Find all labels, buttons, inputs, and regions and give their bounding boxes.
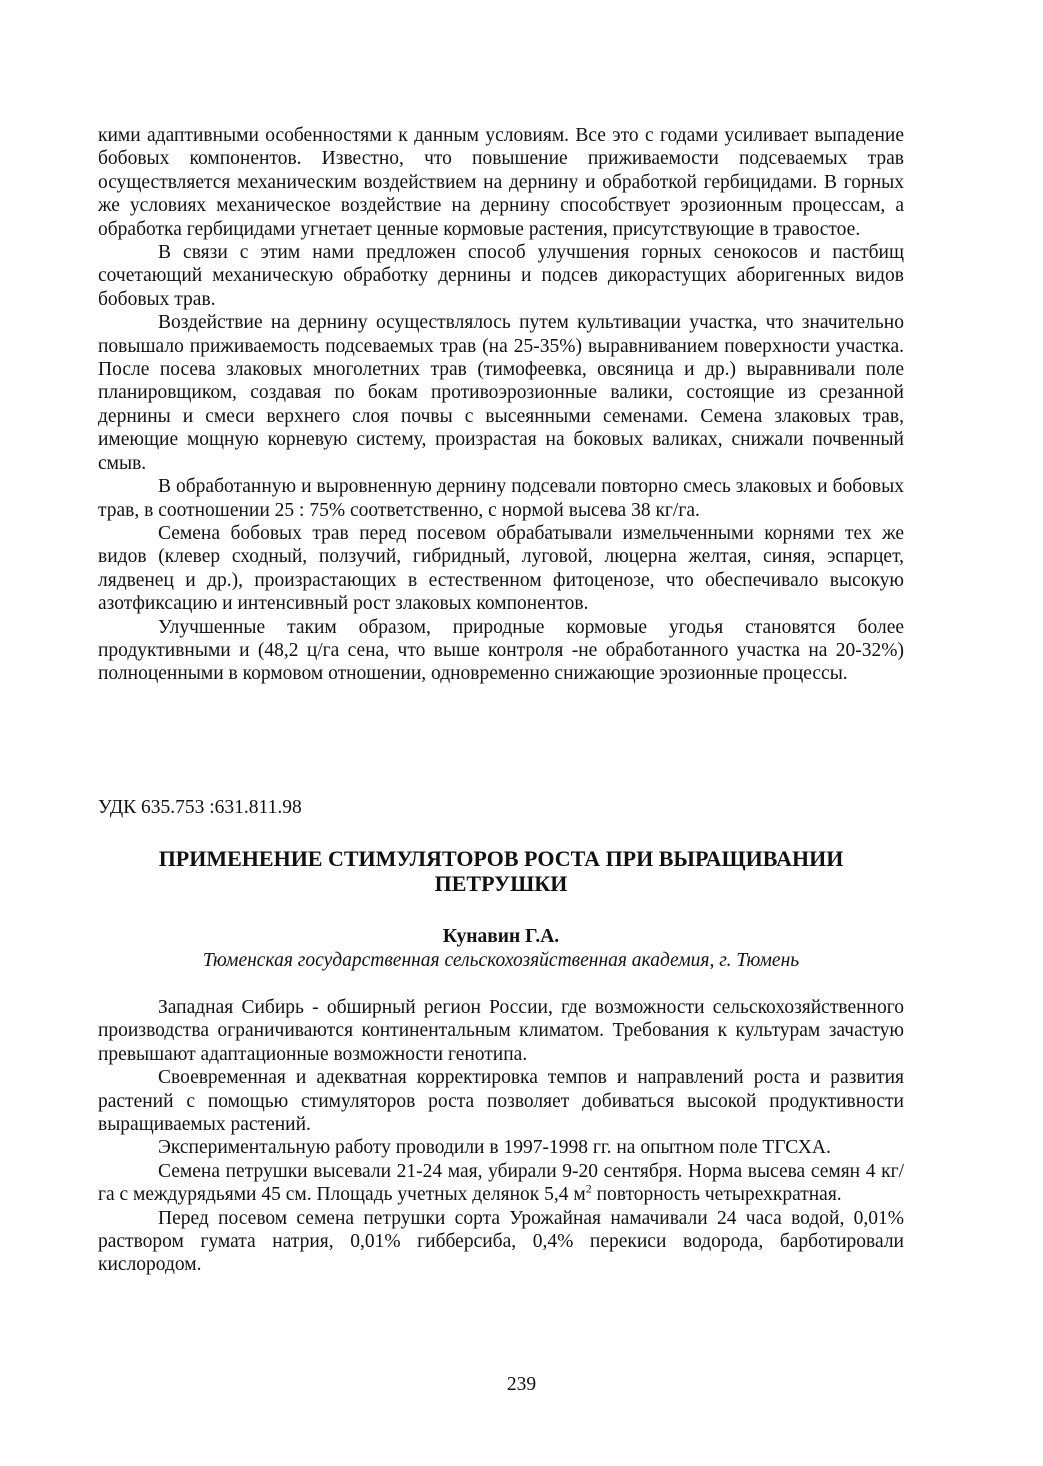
article-title-line: ПЕТРУШКИ — [434, 871, 568, 896]
paragraph: Экспериментальную работу проводили в 1997-1998 гг. на опытном поле ТГСХА. — [158, 1137, 831, 1159]
author-name: Кунавин Г.А. — [442, 926, 560, 947]
paragraph: Западная Сибирь - обширный регион России, где возможности сельскохозяйственного производства ограничиваются континентальным климатом. Требования к культурам зачастую превышают адаптационные возможности генотипа. — [98, 997, 904, 1065]
article-title-line: ПРИМЕНЕНИЕ СТИМУЛЯТОРОВ РОСТА ПРИ ВЫРАЩИВАНИИ — [158, 846, 844, 871]
udk-code: УДК 635.753 :631.811.98 — [98, 797, 302, 818]
paragraph — [98, 1160, 904, 1207]
paragraph-text: повторность четырехкратная. — [591, 1184, 842, 1206]
paragraph: В связи с этим нами предложен способ улучшения горных сенокосов и пастбищ сочетающий механическую обработку дернины и подсев дикорастущих аборигенных видов бобовых трав. — [98, 242, 904, 310]
article-title — [98, 846, 904, 896]
paragraph: В обработанную и выровненную дернину подсевали повторно смесь злаковых и бобовых трав, в соотношении 25 : 75% соответственно, с нормой высева 38 кг/га. — [98, 476, 904, 521]
paragraph: Своевременная и адекватная корректировка темпов и направлений роста и развития растений с помощью стимуляторов роста позволяет добиваться высокой продуктивности выращиваемых растений. — [98, 1067, 904, 1136]
section1-text — [98, 124, 904, 686]
paragraph: Улучшенные таким образом, природные кормовые угодья становятся более продуктивными и (48,2 ц/га сена, что выше контроля -не обработанного участка на 20-32%) полноценными в кормовом отношении, одновременно снижающие эрозионные процессы. — [98, 616, 904, 685]
paragraph: Перед посевом семена петрушки сорта Урожайная намачивали 24 часа водой, 0,01% раствором гумата натрия, 0,01% гибберсиба, 0,4% перекиси водорода, барботировали кислородом. — [98, 1207, 904, 1276]
paragraph-text: Семена петрушки высевали 21-24 мая, убирали 9-20 сентября. Норма высева семян 4 кг/га с междурядьями 45 см. Площадь учетных делянок 5,4 м — [98, 1160, 904, 1206]
paragraph-continuation: кими адаптивными особенностями к данным условиям. Все это с годами усиливает выпадение бобовых компонентов. Известно, что повышение приживаемости подсеваемых трав осуществляется механическим воздействием на дернину и обработкой гербицидами. В горных же условиях механическое воздействие на дернину способствует эрозионным процессам, а обработка гербицидами угнетает ценные кормовые растения, присутствующие в травостое. — [98, 125, 904, 240]
article-text — [98, 996, 904, 1277]
superscript: 2 — [585, 1181, 592, 1196]
author-affiliation: Тюменская государственная сельскохозяйственная академия, г. Тюмень — [202, 950, 800, 971]
paragraph: Воздействие на дернину осуществлялось путем культивации участка, что значительно повышало приживаемость подсеваемых трав (на 25-35%) выравниванием поверхности участка. После посева злаковых многолетних трав (тимофеевка, овсяница и др.) выравнивали поле планировщиком, создавая по бокам противоэрозионные валики, состоящие из срезанной дернины и смеси верхнего слоя почвы с высеянными семенами. Семена злаковых трав, имеющие мощную корневую систему, произрастая на боковых валиках, снижали почвенный смыв. — [98, 312, 904, 474]
paragraph: Семена бобовых трав перед посевом обрабатывали измельченными корнями тех же видов (клевер сходный, ползучий, гибридный, луговой, люцерна желтая, синяя, эспарцет, лядвенец и др.), произрастающих в естественном фитоценозе, что обеспечивало высокую азотфиксацию и интенсивный рост злаковых компонентов. — [98, 522, 904, 615]
page-number: 239 — [506, 1374, 537, 1395]
